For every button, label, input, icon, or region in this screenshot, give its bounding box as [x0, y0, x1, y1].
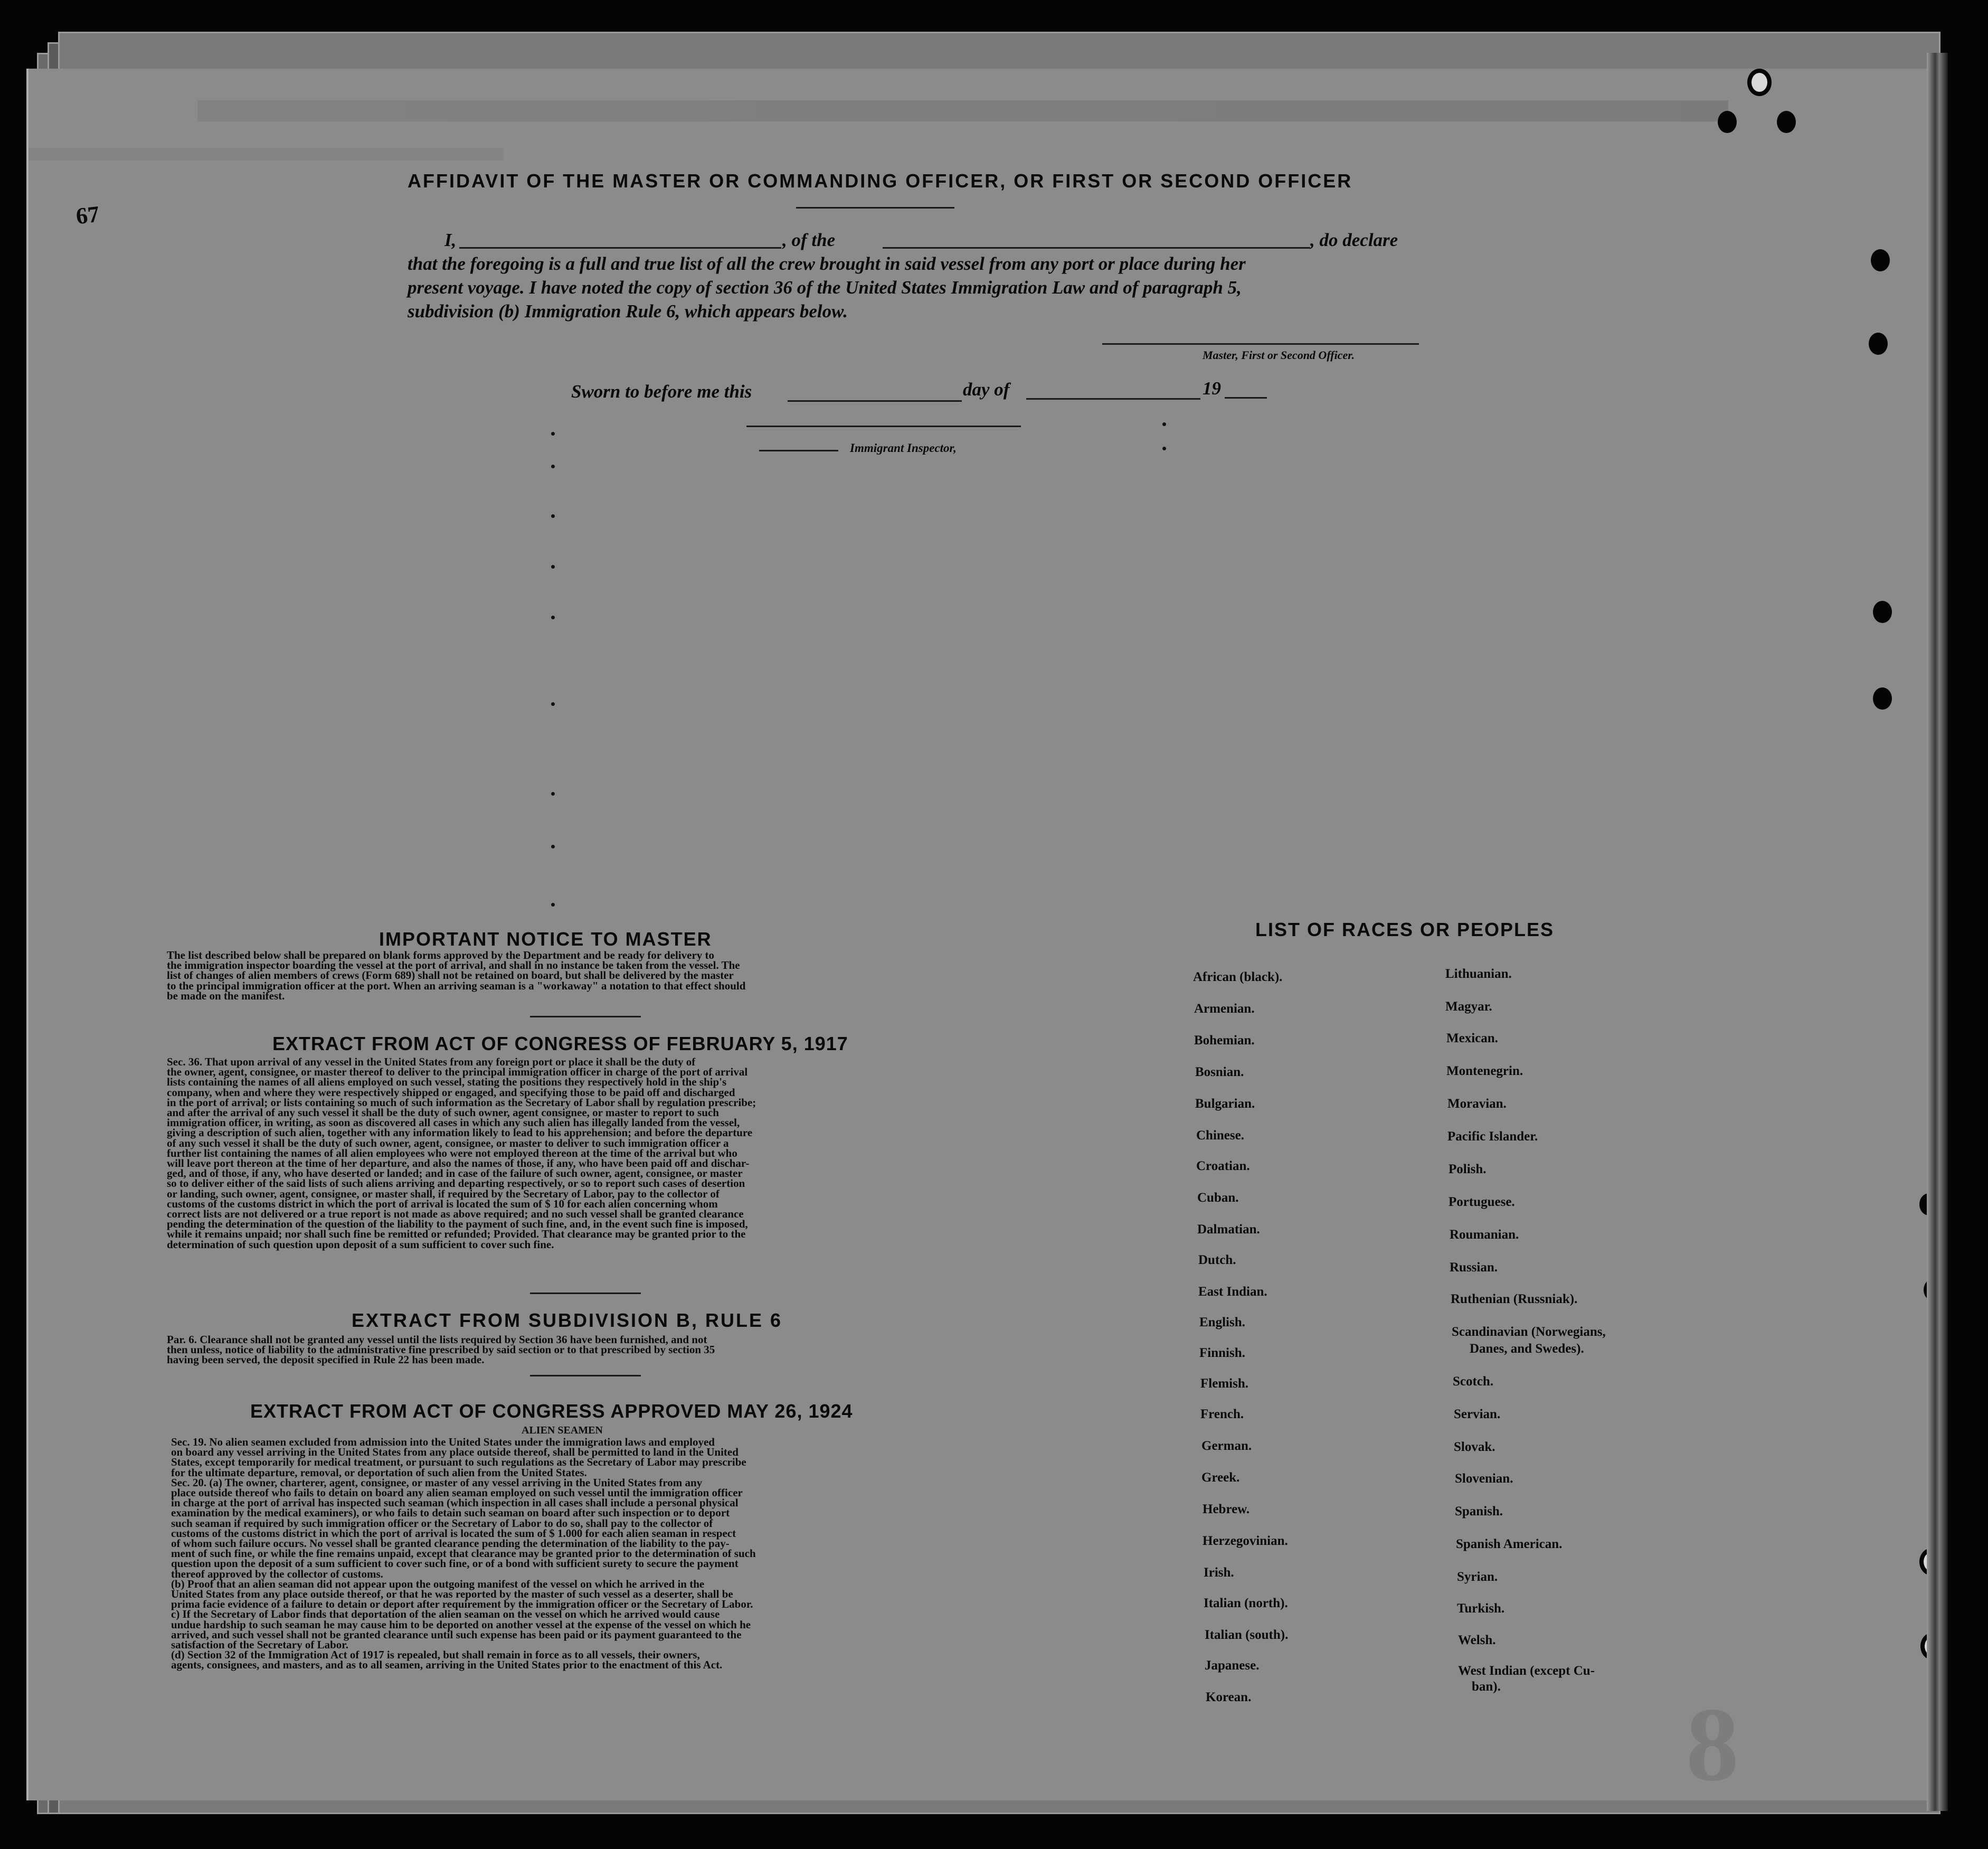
- extract-1917-line: so to deliver either of the said lists of such aliens arriving and departing respectively, or so to report such cases of desertion: [167, 1177, 745, 1190]
- extract-1924-line: of whom such failure occurs. No vessel shall be granted clearance pending the determination of the liability to the pay-: [171, 1537, 730, 1550]
- extract-1917-line: of any such vessel it shall be the duty of such owner, agent, consignee, or master to deliver to such immigration officer a: [167, 1136, 729, 1149]
- race-item: Herzegovinian.: [1203, 1534, 1288, 1548]
- year-blank[interactable]: [1225, 397, 1267, 399]
- extract-1917-line: immigration officer, in writing, as soon as discovered all cases in which any such alien has illegally landed from the vessel,: [167, 1116, 740, 1129]
- extract-1924-line: satisfaction of the Secretary of Labor.: [171, 1638, 348, 1652]
- section-divider: [530, 1375, 641, 1376]
- race-item: Dalmatian.: [1197, 1222, 1260, 1237]
- binder-hole: [1869, 333, 1888, 355]
- race-item: Roumanian.: [1450, 1228, 1519, 1242]
- extract-1917-line: Sec. 36. That upon arrival of any vessel in the United States from any foreign port or place it shall be the duty of: [167, 1055, 696, 1068]
- margin-mark: 67: [74, 201, 101, 230]
- race-item: Turkish.: [1457, 1601, 1505, 1616]
- stray-mark: [551, 565, 555, 569]
- binder-hole: [1871, 249, 1890, 271]
- race-item: Spanish.: [1455, 1504, 1503, 1518]
- race-item: Dutch.: [1198, 1253, 1236, 1267]
- extract-1924-line: prima facie evidence of a failure to detain or deport after requirement by the immigration officer or the Secretary of Labor.: [171, 1598, 753, 1611]
- signature-label: Master, First or Second Officer.: [1203, 348, 1355, 362]
- stray-mark: [1162, 447, 1166, 450]
- extract-1917-line: pending the determination of the question of the liability to the payment of such fine, and, in the event such fine is imposed,: [167, 1218, 748, 1231]
- race-item: African (black).: [1193, 970, 1283, 984]
- notice-title: IMPORTANT NOTICE TO MASTER: [379, 928, 712, 950]
- month-blank[interactable]: [1026, 398, 1200, 400]
- extract-1917-line: company, when and where they were respectively shipped or engaged, and specifying those to be paid off and discharged: [167, 1086, 735, 1099]
- day-of-label: day of: [963, 379, 1010, 400]
- extract-1917-body: [167, 1057, 972, 1250]
- extract-1917-line: customs of the customs district in which the port of arrival is located the sum of $ 10 for each alien concerning whom: [167, 1197, 718, 1210]
- vessel-blank[interactable]: [883, 247, 1310, 249]
- affidavit-title: AFFIDAVIT OF THE MASTER OR COMMANDING OFFICER, OR FIRST OR SECOND OFFICER: [408, 170, 1353, 192]
- extract-1924-line: place outside thereof who fails to detain on board any alien seaman employed on such vessel until the immigration officer: [171, 1486, 743, 1499]
- race-item: Italian (north).: [1204, 1596, 1288, 1610]
- rule6-title: EXTRACT FROM SUBDIVISION B, RULE 6: [352, 1309, 783, 1331]
- notice-body: [167, 950, 972, 1001]
- inspector-signature-line[interactable]: [746, 426, 1021, 427]
- extract-1917-line: further list containing the names of all alien employees who were not employed thereon at the time of the arrival but who: [167, 1146, 737, 1159]
- affidavit-line4: subdivision (b) Immigration Rule 6, which appears below.: [408, 301, 848, 322]
- page-stack-edge: [1927, 53, 1948, 1811]
- extract-1924-line: examination by the medical examiners), or who fails to detain such seaman on board after such inspection or to deport: [171, 1506, 730, 1520]
- race-item: French.: [1200, 1407, 1244, 1421]
- affidavit-line3: present voyage. I have noted the copy of section 36 of the United States Immigration Law and of paragraph 5,: [408, 277, 1242, 298]
- race-item: Bosnian.: [1195, 1065, 1244, 1079]
- rule6-line: having been served, the deposit specified in Rule 22 has been made.: [167, 1353, 485, 1366]
- rule6-line: then unless, notice of liability to the administrative fine prescribed by said section or to that prescribed by section 35: [167, 1343, 715, 1356]
- race-item: Magyar.: [1445, 999, 1492, 1014]
- race-item: Hebrew.: [1203, 1502, 1250, 1516]
- race-item: Italian (south).: [1205, 1628, 1289, 1642]
- extract-1924-line: Sec. 20. (a) The owner, charterer, agent, consignee, or master of any vessel arriving in the United States from any: [171, 1476, 703, 1489]
- stray-mark: [551, 465, 555, 468]
- race-item: Greek.: [1201, 1470, 1240, 1485]
- inspector-label: Immigrant Inspector,: [850, 441, 957, 455]
- affidavit-line2: that the foregoing is a full and true list of all the crew brought in said vessel from any port or place during her: [408, 253, 1246, 274]
- bleed-through-numeral: 8: [1686, 1686, 1739, 1803]
- extract-1924-line: arrived, and such vessel shall not be granted clearance until such expense has been paid or its payment guaranteed to the: [171, 1628, 742, 1641]
- stray-mark: [551, 616, 555, 619]
- extract-1924-line: ment of such fine, or while the fine remains unpaid, except that clearance may be granted prior to the determination of such: [171, 1547, 756, 1560]
- affidavit-declare: , do declare: [1310, 230, 1398, 250]
- race-item: Chinese.: [1196, 1128, 1244, 1143]
- race-item: Slovak.: [1454, 1440, 1495, 1454]
- inspector-short-line: [759, 450, 838, 451]
- extract-1924-line: States, except temporarily for medical treatment, or pursuant to such regulations as the Secretary of Labor may prescribe: [171, 1456, 746, 1469]
- extract-1917-title: EXTRACT FROM ACT OF CONGRESS OF FEBRUARY 5, 1917: [272, 1033, 848, 1054]
- race-item: Korean.: [1206, 1690, 1252, 1704]
- race-item: Scandinavian (Norwegians,: [1452, 1325, 1606, 1339]
- extract-1924-line: (b) Proof that an alien seaman did not appear upon the outgoing manifest of the vessel on which he arrived in the: [171, 1577, 705, 1590]
- race-item: Syrian.: [1457, 1570, 1498, 1584]
- race-item: Bohemian.: [1194, 1033, 1255, 1048]
- section-divider: [530, 1293, 641, 1294]
- extract-1924-line: (d) Section 32 of the Immigration Act of 1917 is repealed, but shall remain in force as to all vessels, their owners,: [171, 1648, 700, 1662]
- extract-1924-title: EXTRACT FROM ACT OF CONGRESS APPROVED MAY 26, 1924: [250, 1400, 853, 1422]
- extract-1924-line: undue hardship to such seaman he may cause him to be deported on another vessel at the expense of the vessel on which he: [171, 1618, 751, 1631]
- extract-1924-body: [171, 1437, 976, 1671]
- race-item: Mexican.: [1446, 1031, 1498, 1045]
- stray-mark: [551, 792, 555, 796]
- race-item: Japanese.: [1205, 1658, 1260, 1673]
- extract-1917-line: while it remains unpaid; nor shall such fine be remitted or refunded; Provided. That clearance may be granted prior to the: [167, 1228, 746, 1241]
- race-item: Moravian.: [1447, 1097, 1507, 1111]
- extract-1924-line: on board any vessel arriving in the United States from any place outside thereof, shall be permitted to land in the United: [171, 1446, 739, 1459]
- race-item: Russian.: [1450, 1260, 1498, 1275]
- stray-mark: [1162, 422, 1166, 426]
- bleed-through-text: [29, 148, 504, 161]
- race-item: Ruthenian (Russniak).: [1451, 1292, 1578, 1306]
- race-item: Cuban.: [1197, 1191, 1239, 1205]
- name-blank[interactable]: [459, 247, 781, 249]
- race-item: Croatian.: [1196, 1159, 1250, 1173]
- stray-mark: [551, 702, 555, 706]
- race-item: Danes, and Swedes).: [1470, 1342, 1584, 1356]
- race-item: Armenian.: [1194, 1002, 1255, 1016]
- sworn-label: Sworn to before me this: [571, 381, 752, 402]
- extract-1917-line: will leave port thereon at the time of her departure, and also the names of those, if any, who have been paid off and dischar-: [167, 1157, 750, 1170]
- extract-1917-line: ged, and of those, if any, who have deserted or landed; and in case of the failure of such owner, agent, consignee, or master: [167, 1167, 743, 1180]
- race-item: English.: [1199, 1315, 1245, 1329]
- race-item: Spanish American.: [1456, 1537, 1563, 1551]
- extract-1924-line: thereof approved by the collector of customs.: [171, 1567, 383, 1580]
- stray-mark: [551, 903, 555, 907]
- binder-hole: [1777, 111, 1796, 133]
- extract-1917-line: correct lists are not delivered or a true report is not made as above required; and no such vessel shall be granted clearance: [167, 1207, 744, 1221]
- race-item: ban).: [1472, 1680, 1501, 1694]
- race-item: Flemish.: [1200, 1376, 1248, 1391]
- section-divider: [530, 1016, 641, 1017]
- race-item: Bulgarian.: [1195, 1097, 1255, 1111]
- race-item: Finnish.: [1199, 1346, 1245, 1360]
- extract-1924-line: United States from any place outside thereof, or that he was reported by the master of such vessel as a deserter, shall be: [171, 1588, 733, 1601]
- stray-mark: [551, 432, 555, 436]
- extract-1917-line: giving a description of such alien, together with any information likely to lead to his apprehension; and before the departure: [167, 1126, 753, 1139]
- day-blank[interactable]: [788, 400, 962, 402]
- race-item: Servian.: [1454, 1407, 1501, 1421]
- extract-1917-line: the owner, agent, consignee, or master thereof to deliver to the principal immigration officer in charge of the port of arrival: [167, 1065, 748, 1079]
- binder-hole: [1873, 687, 1892, 710]
- binder-hole: [1873, 601, 1892, 623]
- race-item: Montenegrin.: [1446, 1064, 1523, 1078]
- race-item: Pacific Islander.: [1447, 1129, 1538, 1144]
- extract-1917-line: lists containing the names of all aliens employed on such vessel, stating the positions they respectively hold in the ship's: [167, 1076, 727, 1089]
- race-item: Scotch.: [1453, 1374, 1494, 1389]
- race-item: German.: [1201, 1439, 1252, 1453]
- rule6-body: [167, 1335, 972, 1365]
- race-item: Polish.: [1449, 1162, 1487, 1176]
- race-item: East Indian.: [1198, 1285, 1267, 1299]
- binder-hole: [1718, 111, 1737, 133]
- extract-1924-line: in charge at the port of arrival has inspected such seaman (which inspection in all cases shall include a personal physical: [171, 1496, 739, 1510]
- rule6-line: Par. 6. Clearance shall not be granted any vessel until the lists required by Section 36 have been furnished, and not: [167, 1333, 707, 1346]
- race-item: West Indian (except Cu-: [1458, 1664, 1595, 1678]
- title-underline: [796, 207, 954, 209]
- signature-line[interactable]: [1102, 343, 1419, 345]
- extract-1917-line: or landing, such owner, agent, consignee, or master shall, if required by the Secretary of Labor, pay to the collector of: [167, 1187, 720, 1200]
- race-item: Lithuanian.: [1445, 967, 1512, 981]
- document-page: [26, 69, 1929, 1803]
- race-item: Welsh.: [1458, 1633, 1496, 1647]
- notice-line: to the principal immigration officer at the port. When an arriving seaman is a "workaway" a notation to that effect should: [167, 979, 746, 992]
- stray-mark: [551, 514, 555, 518]
- notice-line: be made on the manifest.: [167, 989, 285, 1002]
- extract-1917-line: determination of such question upon deposit of a sum sufficient to cover such fine.: [167, 1238, 554, 1251]
- affidavit-of-the: , of the: [782, 230, 836, 250]
- notice-line: list of changes of alien members of crews (Form 689) shall not be retained on board, but shall be delivered by the master: [167, 969, 734, 982]
- extract-1924-line: such seaman if required by such immigration officer or the Secretary of Labor to do so, shall pay to the collector of: [171, 1516, 713, 1530]
- sworn-text: [571, 378, 1257, 408]
- races-title: LIST OF RACES OR PEOPLES: [1255, 919, 1555, 940]
- stray-mark: [551, 845, 555, 848]
- extract-1924-line: customs of the customs district in which the port of arrival is located the sum of $ 1.000 for each alien seaman in respect: [171, 1526, 736, 1540]
- extract-1924-line: for the ultimate departure, removal, or deportation of such alien from the United States.: [171, 1466, 587, 1479]
- extract-1924-line: Sec. 19. No alien seamen excluded from admission into the United States under the immigration laws and employed: [171, 1436, 715, 1448]
- notice-line: The list described below shall be prepared on blank forms approved by the Department and be ready for delivery to: [167, 949, 715, 961]
- extract-1917-line: in the port of arrival; or lists containing so much of such information as the Secretary of Labor shall by regulation prescribe;: [167, 1096, 756, 1109]
- binder-hole: [1747, 69, 1772, 96]
- affidavit-i: I,: [444, 230, 457, 250]
- extract-1917-line: and after the arrival of any such vessel it shall be the duty of such owner, agent consignee, or master to report to such: [167, 1106, 719, 1119]
- year-prefix: 19: [1203, 378, 1221, 399]
- race-item: Irish.: [1204, 1565, 1234, 1580]
- bleed-through-text: [197, 100, 1728, 121]
- extract-1924-line: c) If the Secretary of Labor finds that deportation of the alien seaman on the vessel on which he arrived would cause: [171, 1608, 720, 1621]
- notice-line: the immigration inspector boarding the vessel at the port of arrival, and shall in no instance be taken from the vessel. The: [167, 959, 740, 972]
- race-item: Portuguese.: [1449, 1195, 1515, 1209]
- race-item: Slovenian.: [1455, 1471, 1513, 1486]
- extract-1924-line: question upon the deposit of a sum sufficient to cover such fine, or of a bond with sufficient surety to secure the payment: [171, 1557, 739, 1570]
- extract-1924-subtitle: ALIEN SEAMEN: [522, 1425, 603, 1436]
- affidavit-text: [408, 228, 1463, 323]
- extract-1924-line: agents, consignees, and masters, and as to all seamen, arriving in the United States prior to the enactment of this Act.: [171, 1658, 723, 1672]
